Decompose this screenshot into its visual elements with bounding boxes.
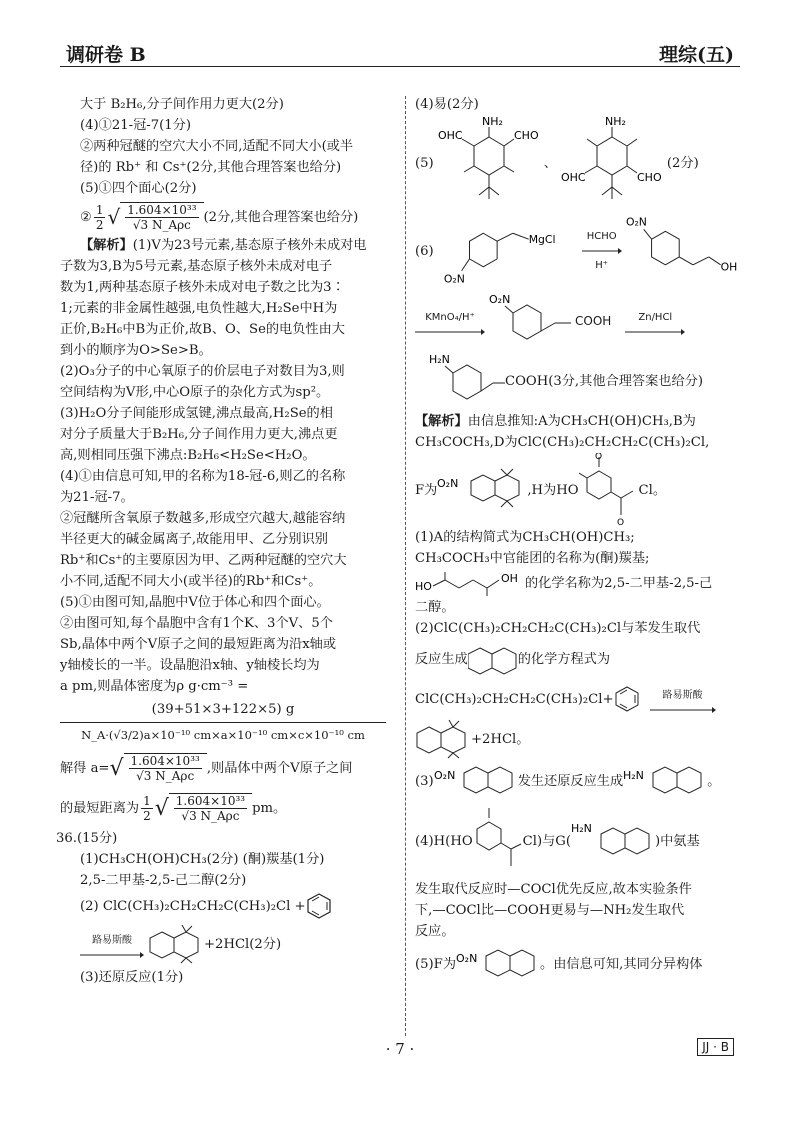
formula-line: ② $\frac{1}{2}$ √ $\frac{\text{1.604×10³³}}{\text{√3 N\_Aρc}}$ (2分,其他合理答案也给分) (80, 202, 359, 232)
text-line: 【解析】由信息推知:A为CH₃CH(OH)CH₃,B为 (415, 414, 696, 429)
formula-line: H₂N COOH(3分,其他合理答案也给分) (415, 351, 740, 411)
svg-text:O₂N: O₂N (489, 293, 511, 306)
benzene-structure (614, 685, 640, 713)
formula-line: 解得 a= √ $\frac{\text{1.604×10³³}}{\text{√3 N\_Aρc}}$ ,则晶体中两个V原子之间 (60, 754, 353, 783)
text-line: (3)还原反应(1分) (80, 970, 184, 985)
svg-text:H₂N: H₂N (429, 353, 450, 366)
tetralin-structure (148, 924, 204, 964)
svg-text:OHC: OHC (437, 129, 463, 142)
formula-line: (6) MgCl O₂N HCHO H⁺ O₂N OH (415, 211, 740, 291)
reaction-arrow: Zn/HCl (625, 307, 685, 336)
hexanediol-structure (415, 570, 525, 596)
sqrt-radicand: $\frac{\text{1.604×10³³}}{\text{√3 N\_Aρc}}$ (120, 202, 203, 232)
reaction-arrow: 路易斯酸 (80, 930, 144, 959)
formula-prefix: ② (80, 209, 92, 225)
text-line: 高,则相同压强下沸点:B₂H₆<H₂Se<H₂O。 (60, 448, 316, 463)
text-line: 【解析】(1)V为23号元素,基态原子核外未成对电 (80, 238, 367, 253)
text-line: 正价,B₂H₆中B为正价,故B、O、Se的电负性由大 (60, 322, 345, 337)
text-line: 下,—COCl比—COOH更易与—NH₂发生取代 (415, 903, 685, 918)
text-line: 半径更大的碱金属离子,故能用甲、乙分别识别 (60, 532, 328, 547)
formula-line: (5)F为 O₂N 。由信息可知,其同分异构体 (415, 942, 740, 986)
text-line: 小不同,适配不同大小(或半径)的Rb⁺和Cs⁺。 (60, 574, 322, 589)
header-left: 调研卷 B (66, 44, 146, 66)
nitro-tetralin-structure (456, 942, 540, 986)
formula-suffix: (2分,其他合理答案也给分) (203, 209, 359, 225)
header-right: 理综(五) (659, 44, 734, 66)
svg-text:O₂N: O₂N (443, 272, 465, 286)
text-line: (1)CH₃CH(OH)CH₃(2分) (酮)羰基(1分) (80, 852, 325, 867)
nitro-tetralin-structure (437, 465, 527, 515)
text-line: (3)H₂O分子间能形成氢键,沸点最高,H₂Se的相 (60, 406, 333, 421)
amino-tetralin-structure (571, 816, 655, 866)
text-line: 发生取代反应时—COCl优先反应,故本实验条件 (415, 882, 692, 897)
question-number: 36.(15分) (56, 831, 118, 846)
formula-line: (5) NH₂ OHC CHO 、 NH₂ OHC CHO (2分) (415, 115, 740, 211)
page-code: JJ · B (697, 1038, 734, 1056)
text-line: 1;元素的非金属性越强,电负性越大,H₂Se中H为 (60, 301, 338, 316)
text-line: (4)①21-冠-7(1分) (80, 118, 192, 133)
formula-line: 反应生成 的化学方程式为 (415, 639, 740, 679)
text-line: 二醇。 (415, 600, 455, 615)
page-number: · 7 · (385, 1040, 415, 1058)
right-column (415, 94, 740, 986)
svg-text:H₂N: H₂N (623, 769, 645, 782)
formula-line: HO OH 的化学名称为2,5-二甲基-2,5-己 (415, 569, 740, 597)
svg-text:NH₂: NH₂ (604, 115, 626, 128)
aminophenylacetic-acid-structure (415, 351, 505, 411)
svg-text:O₂N: O₂N (433, 769, 455, 782)
formula-line: (3) O₂N 发生还原反应生成 H₂N 。 (415, 759, 740, 803)
svg-text:OH: OH (720, 260, 737, 274)
text-line: 为21-冠-7。 (60, 490, 134, 505)
text-line: 大于 B₂H₆,分子间作用力更大(2分) (80, 97, 284, 112)
tetramethyltetralin-structure (415, 719, 471, 759)
text-line: ②两种冠醚的空穴大小不同,适配不同大小(或半 (80, 139, 354, 154)
page-header (60, 36, 740, 67)
formula-line: KMnO₄/H⁺ O₂N COOH Zn/HCl (415, 291, 740, 351)
left-column (56, 94, 392, 988)
reaction-arrow: KMnO₄/H⁺ (415, 307, 485, 336)
text-line: 空间结构为V形,中心O原子的杂化方式为sp²。 (60, 385, 330, 400)
svg-text:HO: HO (415, 580, 432, 593)
text-line: (4)①由信息可知,甲的名称为18-冠-6,则乙的名称 (60, 469, 346, 484)
text-line: 径)的 Rb⁺ 和 Cs⁺(2分,其他合理答案也给分) (80, 160, 342, 175)
text-line: a pm,则晶体密度为ρ g·cm⁻³ = (60, 679, 249, 694)
text-line: 2,5-二甲基-2,5-己二醇(2分) (80, 873, 247, 888)
column-divider (405, 96, 406, 1036)
svg-text:NH₂: NH₂ (481, 115, 503, 128)
density-fraction: (39+51×3+122×5) g N_A·(√3/2)a×10⁻¹⁰ cm×a×10⁻¹⁰ cm×c×10⁻¹⁰ cm (60, 699, 386, 746)
formula-line: (4)H(HO Cl)与G( H₂N )中氨基 (415, 803, 740, 879)
nitro-tetralin-structure (434, 759, 518, 803)
nitrophenylethanol-structure (622, 211, 740, 291)
svg-text:OHC: OHC (560, 171, 586, 184)
text-line: 反应。 (415, 924, 455, 939)
analysis-tag: 【解析】 (415, 414, 468, 429)
fraction: $\frac{1}{2}$ (95, 202, 104, 232)
analysis-tag: 【解析】 (80, 238, 133, 253)
reaction-arrow: HCHO H⁺ (582, 226, 622, 276)
text-line: 数为1,两种基态原子核外未成对电子数之比为3∶ (60, 280, 345, 295)
grignard-structure (434, 211, 582, 291)
svg-text:O: O (616, 518, 624, 527)
svg-text:O₂N: O₂N (625, 215, 647, 229)
text-line: (2)O₃分子的中心氧原子的价层电子对数目为3,则 (60, 364, 345, 379)
formula-line: ClC(CH₃)₂CH₂CH₂C(CH₃)₂Cl+ 路易斯酸 (415, 679, 740, 719)
formula-line: 的最短距离为 $\frac{1}{2}$ √ $\frac{\text{1.604×10³³}}{\text{√3 N\_Aρc}}$ pm。 (60, 793, 287, 823)
dialdehyde-structure-1 (434, 115, 544, 211)
dialdehyde-structure-2 (557, 115, 667, 211)
text-line: y轴棱长的一半。设晶胞沿x轴、y轴棱长均为 (60, 658, 320, 673)
svg-text:OH: OH (501, 572, 518, 585)
svg-text:H₂N: H₂N (570, 822, 592, 835)
svg-text:CHO: CHO (636, 171, 662, 184)
svg-text:CHO: CHO (513, 129, 539, 142)
svg-text:MgCl: MgCl (528, 233, 556, 247)
formula-line: (2) ClC(CH₃)₂CH₂CH₂C(CH₃)₂Cl + (60, 891, 392, 921)
svg-text:O: O (594, 453, 602, 462)
text-line: ②冠醚所含氧原子数越多,形成空穴越大,越能容纳 (60, 511, 346, 526)
svg-text:O₂N: O₂N (456, 952, 478, 965)
formula-line: F为 O₂N ,H为HO O O Cl。 (415, 453, 667, 527)
text-line: Rb⁺和Cs⁺的主要原因为甲、乙两种冠醚的空穴大 (60, 553, 347, 568)
formula-line: +2HCl。 (415, 719, 740, 759)
text-line: CH₃COCH₃,D为ClC(CH₃)₂CH₂CH₂C(CH₃)₂Cl, (415, 435, 710, 450)
tetralin-structure (468, 640, 518, 678)
text-line: Sb,晶体中两个V原子之间的最短距离为沿x轴或 (60, 637, 337, 652)
text-line: (1)A的结构简式为CH₃CH(OH)CH₃; (415, 530, 635, 545)
amino-tetralin-structure (623, 759, 707, 803)
text-line: (2)ClC(CH₃)₂CH₂CH₂C(CH₃)₂Cl与苯发生取代 (415, 621, 701, 636)
text-line: (5)①由图可知,晶胞中V位于体心和四个面心。 (60, 595, 330, 610)
text-line: (5)①四个面心(2分) (80, 181, 197, 196)
terephthaloyl-structure (579, 453, 639, 527)
text-line: 对分子质量大于B₂H₆,分子间作用力更大,沸点更 (60, 427, 338, 442)
text-line: CH₃COCH₃中官能团的名称为(酮)羰基; (415, 551, 650, 566)
text-line: (4)易(2分) (415, 97, 479, 112)
terephthaloyl-structure (473, 804, 523, 878)
text-line: 子数为3,B为5号元素,基态原子核外未成对电子 (60, 259, 333, 274)
text-line: 到小的顺序为O>Se>B。 (60, 343, 212, 358)
benzene-structure (306, 892, 332, 920)
text-line: ②由图可知,每个晶胞中含有1个K、3个V、5个 (60, 616, 333, 631)
svg-text:O₂N: O₂N (437, 477, 459, 490)
reaction-arrow: 路易斯酸 (650, 685, 716, 714)
formula-line: 路易斯酸 +2HCl(2分) (60, 921, 392, 967)
nitrophenylacetic-acid-structure (485, 291, 575, 351)
